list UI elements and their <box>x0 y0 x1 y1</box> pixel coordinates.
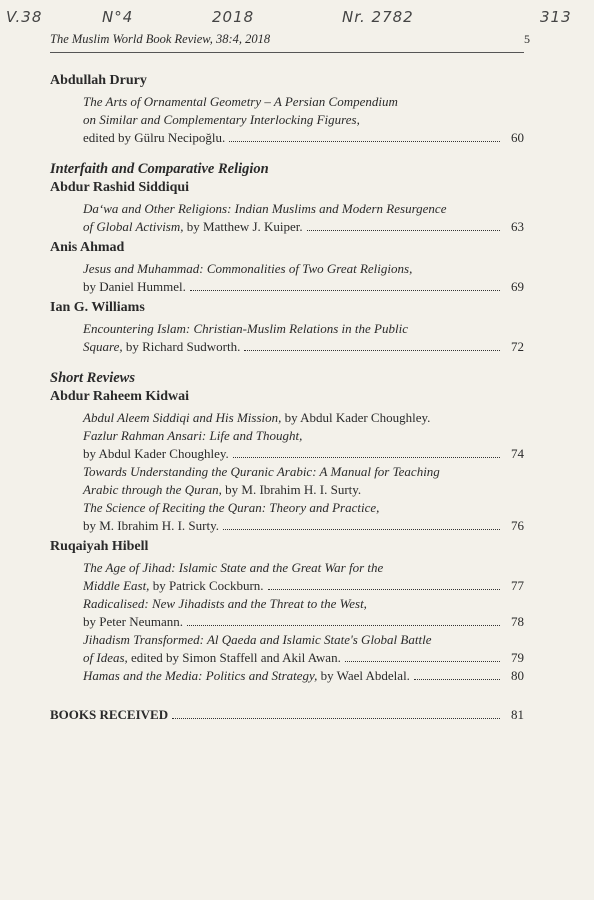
leader-dots <box>190 290 500 291</box>
leader-dots <box>307 230 500 231</box>
journal-title: The Muslim World Book Review, 38:4, 2018 <box>50 32 271 46</box>
review-entry <box>50 260 524 296</box>
reviewer-name: Abdur Raheem Kidwai <box>50 389 189 404</box>
book-author: by Richard Sudworth. <box>122 339 241 354</box>
entry-page: 72 <box>511 339 524 354</box>
book-title: The Age of Jihad: Islamic State and the Great War for the <box>83 560 384 575</box>
book-title: Fazlur Rahman Ansari: Life and Thought, <box>83 428 303 443</box>
review-entry <box>50 320 524 356</box>
handwritten-year: 2018 <box>212 8 255 26</box>
book-title: Middle East, <box>83 578 150 593</box>
book-title: Encountering Islam: Christian-Muslim Relations in the Public <box>83 321 408 336</box>
book-title: The Science of Reciting the Quran: Theory and Practice, <box>83 500 380 515</box>
book-title: Radicalised: New Jihadists and the Threat to the West, <box>83 596 367 611</box>
book-author: by Abdul Kader Choughley. <box>83 446 229 461</box>
book-author: by Peter Neumann. <box>83 614 184 629</box>
leader-dots <box>187 625 500 626</box>
book-title: Towards Understanding the Quranic Arabic: A Manual for Teaching <box>83 464 440 479</box>
review-entry <box>50 93 524 147</box>
book-author: by Daniel Hummel. <box>83 279 186 294</box>
running-header <box>50 30 530 53</box>
leader-dots <box>268 589 500 590</box>
section-heading: Short Reviews <box>50 370 135 386</box>
leader-dots <box>172 718 500 719</box>
entry-page: 63 <box>511 219 524 234</box>
book-author: by Wael Abdelal. <box>317 668 410 683</box>
entry-page: 76 <box>511 518 524 533</box>
entry-page: 78 <box>511 614 524 629</box>
handwritten-folio: 313 <box>540 8 572 26</box>
book-author: edited by Gülru Necipoğlu. <box>83 130 226 145</box>
review-entry <box>50 559 524 685</box>
books-received-label: BOOKS RECEIVED <box>50 707 169 722</box>
entry-page: 80 <box>511 668 524 683</box>
page-number: 5 <box>524 32 530 46</box>
handwritten-number: Nr. 2782 <box>342 8 414 26</box>
leader-dots <box>233 457 500 458</box>
book-title: Jesus and Muhammad: Commonalities of Two Great Religions, <box>83 261 413 276</box>
section-heading: Interfaith and Comparative Religion <box>50 161 269 177</box>
reviewer-name: Ruqaiyah Hibell <box>50 539 149 554</box>
book-author: by M. Ibrahim H. I. Surty. <box>221 482 362 497</box>
book-title: Hamas and the Media: Politics and Strategy, <box>83 668 318 683</box>
leader-dots <box>244 350 500 351</box>
handwritten-volume: V.38 <box>6 8 43 26</box>
reviewer-name: Abdur Rashid Siddiqui <box>50 180 190 195</box>
book-title: on Similar and Complementary Interlocking Figures, <box>83 112 360 127</box>
handwritten-issue: N°4 <box>102 8 134 26</box>
book-title: Da‘wa and Other Religions: Indian Muslims and Modern Resurgence <box>83 201 447 216</box>
book-title: The Arts of Ornamental Geometry – A Persian Compendium <box>83 94 398 109</box>
leader-dots <box>345 661 500 662</box>
book-title: of Global Activism, <box>83 219 184 234</box>
book-author: edited by Simon Staffell and Akil Awan. <box>127 650 341 665</box>
entry-page: 60 <box>511 130 524 145</box>
handwritten-annotations <box>0 4 594 30</box>
leader-dots <box>229 141 500 142</box>
entry-page: 77 <box>511 578 524 593</box>
book-title: Arabic through the Quran, <box>83 482 222 497</box>
review-entry <box>50 409 524 535</box>
book-author: by Abdul Kader Choughley. <box>281 410 431 425</box>
contents-page <box>50 30 530 723</box>
books-received-entry <box>50 707 524 723</box>
entry-page: 81 <box>511 707 524 722</box>
reviewer-name: Abdullah Drury <box>50 73 147 88</box>
entry-page: 79 <box>511 650 524 665</box>
reviewer-name: Anis Ahmad <box>50 240 125 255</box>
review-entry <box>50 200 524 236</box>
entry-page: 69 <box>511 279 524 294</box>
book-author: by Matthew J. Kuiper. <box>183 219 303 234</box>
book-author: by M. Ibrahim H. I. Surty. <box>83 518 220 533</box>
book-title: of Ideas, <box>83 650 128 665</box>
book-title: Square, <box>83 339 123 354</box>
entry-page: 74 <box>511 446 524 461</box>
reviewer-name: Ian G. Williams <box>50 300 145 315</box>
book-title: Jihadism Transformed: Al Qaeda and Islamic State's Global Battle <box>83 632 432 647</box>
book-title: Abdul Aleem Siddiqi and His Mission, <box>83 410 282 425</box>
leader-dots <box>223 529 500 530</box>
leader-dots <box>414 679 500 680</box>
book-author: by Patrick Cockburn. <box>149 578 264 593</box>
